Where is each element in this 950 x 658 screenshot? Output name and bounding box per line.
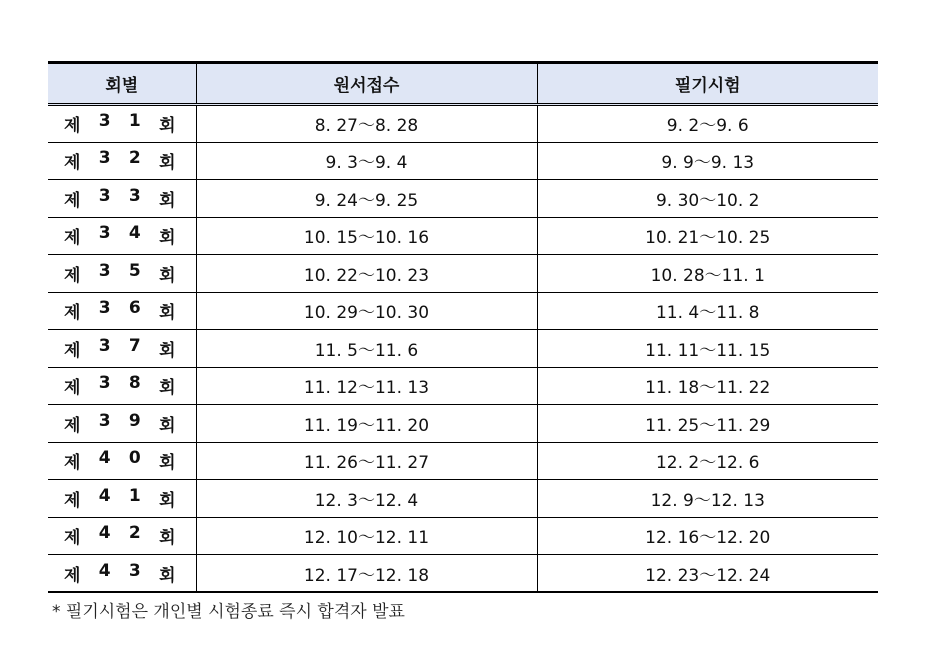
round-char: 제: [64, 378, 81, 399]
round-cell: [48, 555, 196, 593]
round-char: 제: [64, 340, 81, 361]
application-period-cell: 10. 29～10. 30: [196, 292, 537, 330]
round-char: 1: [128, 485, 141, 506]
table-row: [48, 330, 878, 368]
round-cell: [48, 105, 196, 143]
round-cell: [48, 255, 196, 293]
exam-period-cell: 9. 30～10. 2: [537, 180, 878, 218]
round-char: 회: [159, 340, 176, 361]
table-row: [48, 442, 878, 480]
round-char: 회: [159, 490, 176, 511]
round-char: 3: [128, 185, 141, 206]
round-char: 3: [98, 148, 111, 169]
round-char: 7: [128, 335, 141, 356]
header-row: [48, 63, 878, 105]
round-cell: [48, 405, 196, 443]
table-row: [48, 517, 878, 555]
round-char: 회: [159, 153, 176, 174]
round-char: 4: [98, 523, 111, 544]
exam-period-cell: 12. 2～12. 6: [537, 442, 878, 480]
round-cell: [48, 142, 196, 180]
round-char: 3: [98, 111, 111, 132]
round-char: 3: [98, 260, 111, 281]
round-char: 제: [64, 265, 81, 286]
round-cell: [48, 367, 196, 405]
round-char: 4: [98, 448, 111, 469]
round-char: 제: [64, 153, 81, 174]
round-char: 제: [64, 528, 81, 549]
round-char: 회: [159, 453, 176, 474]
round-char: 0: [128, 448, 141, 469]
exam-period-cell: 12. 23～12. 24: [537, 555, 878, 593]
round-char: 제: [64, 303, 81, 324]
application-period-cell: 11. 26～11. 27: [196, 442, 537, 480]
table-row: [48, 405, 878, 443]
round-char: 회: [159, 116, 176, 137]
round-char: 2: [128, 523, 141, 544]
table-row: [48, 217, 878, 255]
round-char: 3: [128, 560, 141, 581]
application-period-cell: 12. 10～12. 11: [196, 517, 537, 555]
exam-period-cell: 11. 18～11. 22: [537, 367, 878, 405]
table-row: [48, 142, 878, 180]
table-row: [48, 292, 878, 330]
round-cell: [48, 517, 196, 555]
exam-period-cell: 12. 9～12. 13: [537, 480, 878, 518]
footnote: * 필기시험은 개인별 시험종료 즉시 합격자 발표: [52, 602, 405, 622]
round-char: 3: [98, 335, 111, 356]
application-period-cell: 9. 24～9. 25: [196, 180, 537, 218]
round-char: 제: [64, 228, 81, 249]
application-period-cell: 8. 27～8. 28: [196, 105, 537, 143]
round-char: 4: [98, 485, 111, 506]
header-written-exam: 필기시험: [537, 63, 878, 105]
application-period-cell: 12. 3～12. 4: [196, 480, 537, 518]
table-row: [48, 367, 878, 405]
table-row: [48, 255, 878, 293]
round-cell: [48, 292, 196, 330]
round-char: 회: [159, 528, 176, 549]
table-row: [48, 105, 878, 143]
exam-period-cell: 10. 21～10. 25: [537, 217, 878, 255]
round-cell: [48, 180, 196, 218]
round-char: 회: [159, 378, 176, 399]
application-period-cell: 9. 3～9. 4: [196, 142, 537, 180]
round-char: 제: [64, 415, 81, 436]
round-char: 3: [98, 298, 111, 319]
round-char: 9: [128, 410, 141, 431]
exam-period-cell: 9. 9～9. 13: [537, 142, 878, 180]
round-char: 제: [64, 190, 81, 211]
round-char: 3: [98, 185, 111, 206]
round-char: 3: [98, 223, 111, 244]
table-row: [48, 180, 878, 218]
round-char: 제: [64, 565, 81, 586]
round-char: 6: [128, 298, 141, 319]
round-char: 회: [159, 190, 176, 211]
round-char: 회: [159, 565, 176, 586]
round-char: 3: [98, 410, 111, 431]
table-row: [48, 480, 878, 518]
application-period-cell: 11. 5～11. 6: [196, 330, 537, 368]
application-period-cell: 11. 19～11. 20: [196, 405, 537, 443]
table-row: [48, 555, 878, 593]
header-application: 원서접수: [196, 63, 537, 105]
round-char: 5: [128, 260, 141, 281]
exam-period-cell: 9. 2～9. 6: [537, 105, 878, 143]
exam-period-cell: 11. 4～11. 8: [537, 292, 878, 330]
application-period-cell: 12. 17～12. 18: [196, 555, 537, 593]
round-cell: [48, 330, 196, 368]
round-cell: [48, 480, 196, 518]
exam-period-cell: 11. 25～11. 29: [537, 405, 878, 443]
round-char: 회: [159, 265, 176, 286]
round-char: 4: [128, 223, 141, 244]
round-char: 2: [128, 148, 141, 169]
exam-period-cell: 12. 16～12. 20: [537, 517, 878, 555]
round-cell: [48, 442, 196, 480]
round-char: 4: [98, 560, 111, 581]
round-cell: [48, 217, 196, 255]
header-round: 회별: [48, 63, 196, 105]
round-char: 제: [64, 116, 81, 137]
application-period-cell: 11. 12～11. 13: [196, 367, 537, 405]
round-char: 회: [159, 228, 176, 249]
application-period-cell: 10. 22～10. 23: [196, 255, 537, 293]
round-char: 8: [128, 373, 141, 394]
application-period-cell: 10. 15～10. 16: [196, 217, 537, 255]
round-char: 제: [64, 453, 81, 474]
exam-period-cell: 11. 11～11. 15: [537, 330, 878, 368]
exam-period-cell: 10. 28～11. 1: [537, 255, 878, 293]
round-char: 제: [64, 490, 81, 511]
exam-schedule-table: [48, 61, 878, 593]
round-char: 1: [128, 111, 141, 132]
round-char: 회: [159, 303, 176, 324]
round-char: 회: [159, 415, 176, 436]
round-char: 3: [98, 373, 111, 394]
